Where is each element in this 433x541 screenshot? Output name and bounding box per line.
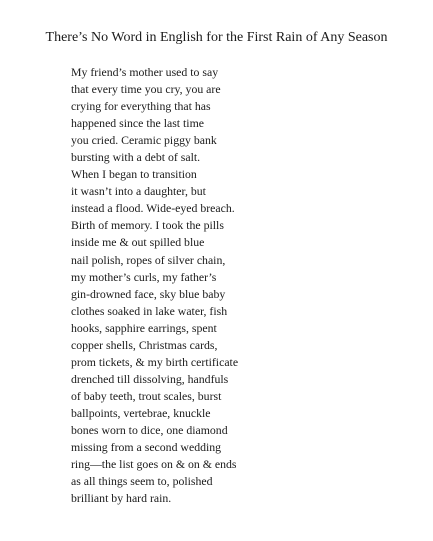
poem-line: crying for everything that has xyxy=(71,99,211,114)
poem-title: There’s No Word in English for the First Rain of Any Season xyxy=(45,30,388,45)
poem-line: as all things seem to, polished xyxy=(71,474,213,489)
poem-line: drenched till dissolving, handfuls xyxy=(71,371,229,386)
poem-line: it wasn’t into a daughter, but xyxy=(71,184,206,199)
poem-line: My friend’s mother used to say xyxy=(71,65,219,79)
poem-line: brilliant by hard rain. xyxy=(71,491,172,506)
poem-line: ring—the list goes on & on & ends xyxy=(71,457,237,472)
poem-line: that every time you cry, you are xyxy=(71,82,221,97)
poem-line: gin-drowned face, sky blue baby xyxy=(71,286,226,301)
poem-line: my mother’s curls, my father’s xyxy=(71,269,217,284)
poem-line: When I began to transition xyxy=(71,167,197,182)
poem-line: clothes soaked in lake water, fish xyxy=(71,303,228,318)
poem-line: bones worn to dice, one diamond xyxy=(71,422,228,437)
poem-line: hooks, sapphire earrings, spent xyxy=(71,320,217,335)
poem-body xyxy=(71,64,238,507)
poem-line: instead a flood. Wide-eyed breach. xyxy=(71,201,235,216)
poem-line: missing from a second wedding xyxy=(71,440,222,455)
poem-line: Birth of memory. I took the pills xyxy=(71,218,224,233)
poem-line: happened since the last time xyxy=(71,116,204,131)
poem-line: you cried. Ceramic piggy bank xyxy=(71,133,217,148)
poem-line: prom tickets, & my birth certificate xyxy=(71,354,239,369)
poem-line: copper shells, Christmas cards, xyxy=(71,337,218,352)
poem-line: bursting with a debt of salt. xyxy=(71,150,201,165)
poem-line: inside me & out spilled blue xyxy=(71,235,205,250)
poem-line: nail polish, ropes of silver chain, xyxy=(71,252,226,267)
poem-line: ballpoints, vertebrae, knuckle xyxy=(71,405,211,420)
poem-line: of baby teeth, trout scales, burst xyxy=(71,388,222,403)
